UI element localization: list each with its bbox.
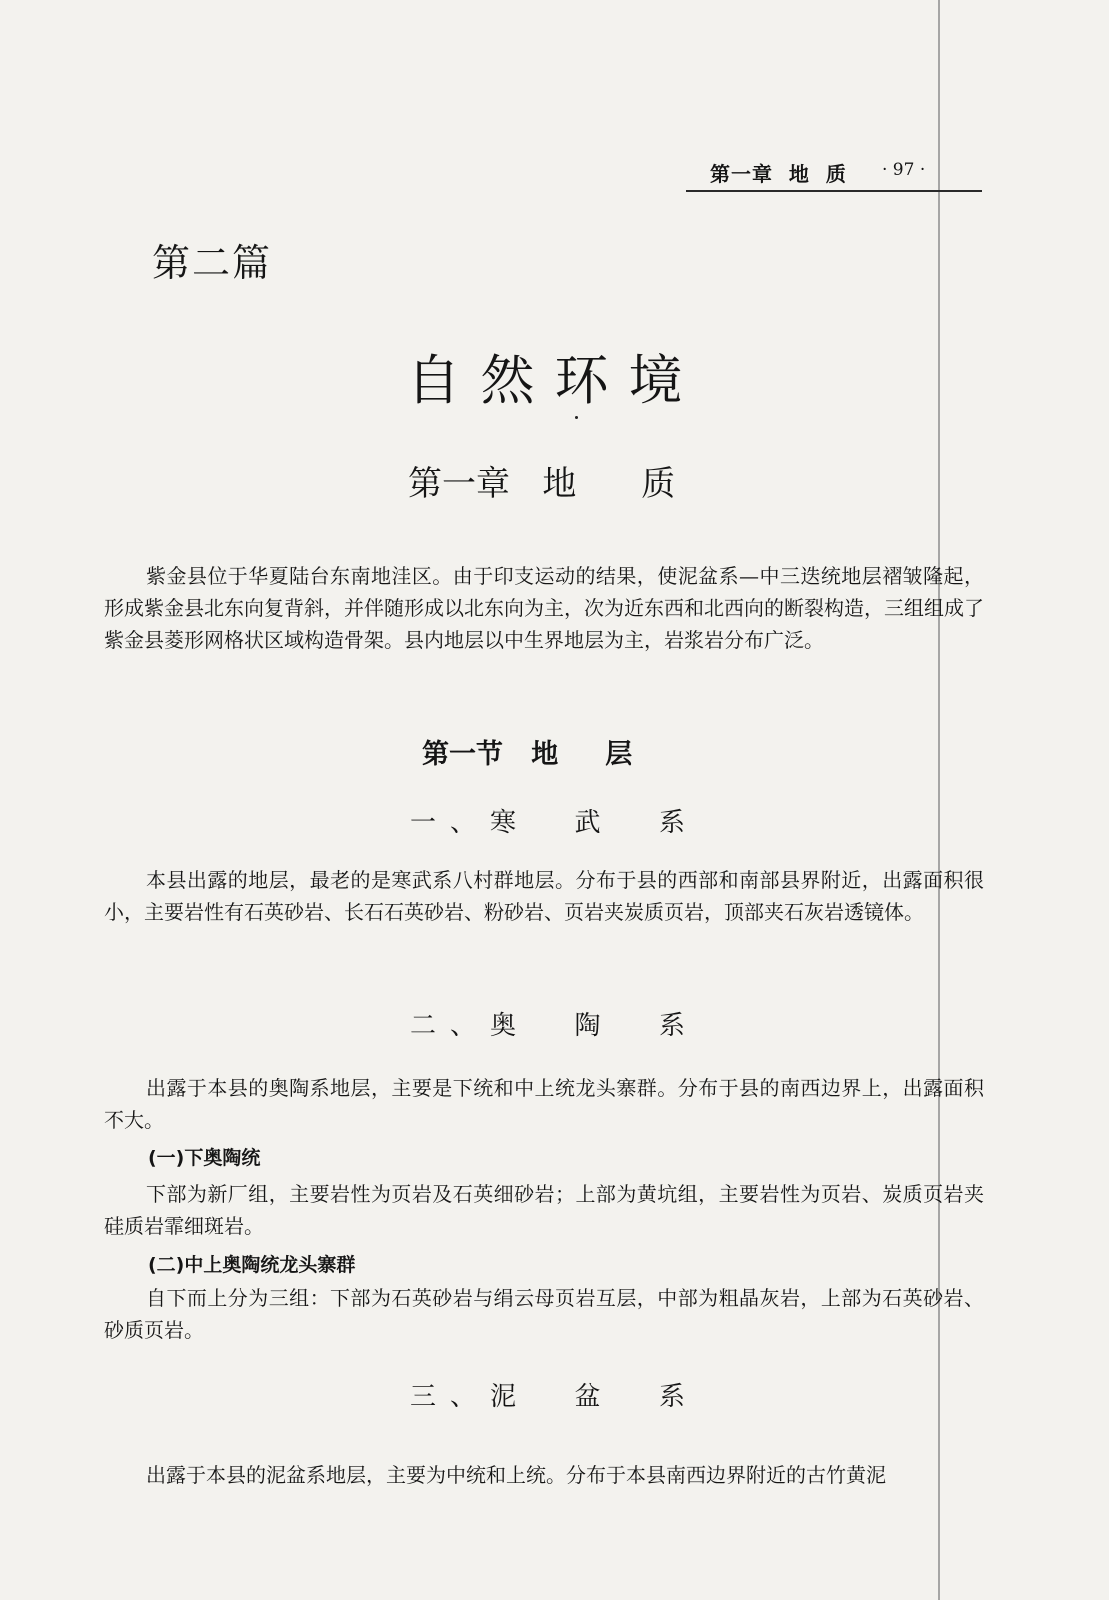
section-title: 第一节 地 层 (422, 739, 633, 770)
main-title: 自然环境 (406, 349, 703, 412)
subsection-title-devonian: 三、泥 盆 系 (409, 1382, 700, 1412)
paragraph-devonian: 出露于本县的泥盆系地层，主要为中统和上统。分布于本县南西边界附近的古竹黄泥 (146, 1463, 886, 1487)
paragraph-middle-upper-ordovician: 自下而上分为三组：下部为石英砂岩与绢云母页岩互层，中部为粗晶灰岩，上部为石英砂岩、砂质页岩。 (104, 1286, 984, 1342)
header-chapter-title: 第一章 地 质 (710, 162, 847, 186)
paragraph-cambrian: 本县出露的地层，最老的是寒武系八村群地层。分布于县的西部和南部县界附近，出露面积很小，主要岩性有石英砂岩、长石石英砂岩、粉砂岩、页岩夹炭质页岩，顶部夹石灰岩透镜体。 (104, 868, 984, 924)
part-label: 第二篇 (152, 241, 273, 285)
item-heading-middle-upper-ordovician: (二)中上奥陶统龙头寨群 (148, 1254, 356, 1276)
paragraph-ordovician: 出露于本县的奥陶系地层，主要是下统和中上统龙头寨群。分布于县的南西边界上，出露面积不大。 (104, 1076, 984, 1132)
scan-fold-line (938, 0, 940, 1600)
decorative-dot (575, 416, 578, 419)
chapter-title: 第一章 地 质 (408, 464, 676, 504)
intro-paragraph: 紫金县位于华夏陆台东南地洼区。由于印支运动的结果，使泥盆系—中三迭统地层褶皱隆起，形成紫金县北东向复背斜，并伴随形成以北东向为主，次为近东西和北西向的断裂构造，三组组成了紫金县菱形网格状区域构造骨架。县内地层以中生界地层为主，岩浆岩分布广泛。 (104, 564, 984, 652)
subsection-title-ordovician: 二、奥 陶 系 (409, 1011, 700, 1041)
running-header (686, 152, 982, 192)
page-number: · 97 · (882, 160, 926, 180)
item-heading-lower-ordovician: (一)下奥陶统 (148, 1147, 261, 1169)
subsection-title-cambrian: 一、寒 武 系 (409, 808, 700, 838)
paragraph-lower-ordovician: 下部为新厂组，主要岩性为页岩及石英细砂岩；上部为黄坑组，主要岩性为页岩、炭质页岩夹硅质岩霏细斑岩。 (104, 1182, 984, 1238)
